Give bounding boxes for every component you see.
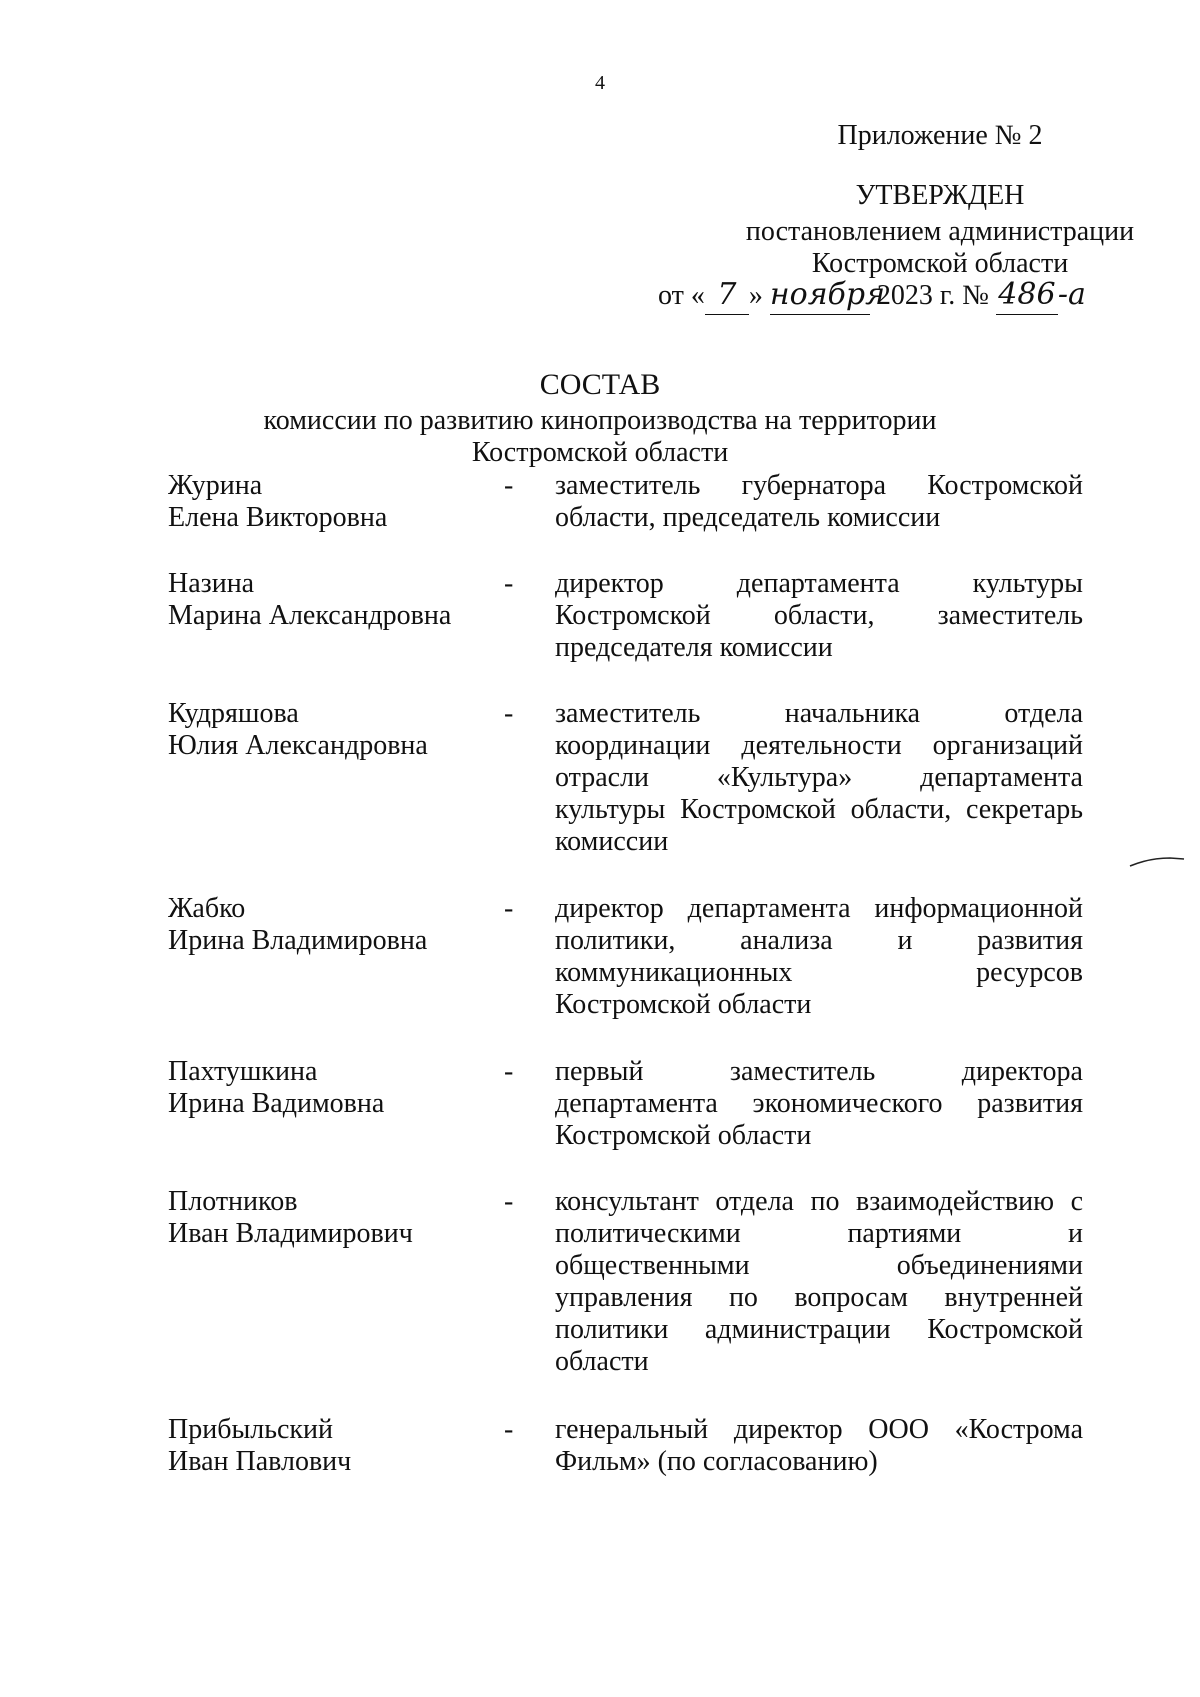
member-role	[555, 698, 1083, 858]
member-surname: Жабко	[168, 893, 246, 924]
role-line: консультант отдела по взаимодействию с	[555, 1186, 1083, 1217]
role-line: отрасли «Культура» департамента	[555, 762, 1083, 793]
role-line: области, председатель комиссии	[555, 502, 941, 533]
role-line: Фильм» (по согласованию)	[555, 1446, 878, 1477]
member-role	[555, 568, 1083, 664]
handwritten-day: 7	[705, 276, 749, 315]
member-name	[168, 568, 488, 632]
role-line: Костромской области, заместитель	[555, 600, 1083, 631]
member-dash: -	[504, 1414, 514, 1445]
member-role	[555, 1056, 1083, 1152]
document-title: СОСТАВ	[539, 368, 661, 401]
member-given-name: Марина Александровна	[168, 600, 452, 631]
role-line: генеральный директор ООО «Кострома	[555, 1414, 1083, 1445]
member-name	[168, 1056, 488, 1120]
member-given-name: Иван Павлович	[168, 1446, 352, 1477]
role-line: области	[555, 1346, 649, 1377]
role-line: Костромской области	[555, 1120, 812, 1151]
member-name	[168, 698, 488, 762]
member-surname: Пахтушкина	[168, 1056, 318, 1087]
date-year: 2023 г. №	[876, 280, 989, 311]
date-prefix: от «	[658, 280, 705, 311]
member-dash: -	[504, 470, 514, 501]
role-line: коммуникационных ресурсов	[555, 957, 1083, 988]
role-line: политики администрации Костромской	[555, 1314, 1083, 1345]
member-surname: Журина	[168, 470, 263, 501]
member-role	[555, 1186, 1083, 1378]
member-surname: Прибыльский	[168, 1414, 334, 1445]
member-role	[555, 1414, 1083, 1478]
member-name	[168, 470, 488, 534]
role-line: заместитель губернатора Костромской	[555, 470, 1083, 501]
date-quote: »	[748, 280, 763, 311]
member-given-name: Юлия Александровна	[168, 730, 428, 761]
member-dash: -	[504, 698, 514, 729]
member-role	[555, 470, 1083, 534]
appendix-label: Приложение № 2	[837, 120, 1043, 151]
role-line: директор департамента информационной	[555, 893, 1083, 924]
member-given-name: Ирина Владимировна	[168, 925, 428, 956]
role-line: политики, анализа и развития	[555, 925, 1083, 956]
member-dash: -	[504, 1186, 514, 1217]
role-line: общественными объединениями	[555, 1250, 1083, 1281]
member-surname: Плотников	[168, 1186, 298, 1217]
role-line: координации деятельности организаций	[555, 730, 1083, 761]
role-line: Костромской области	[555, 989, 812, 1020]
approved-by: постановлением администрации	[745, 216, 1135, 247]
subtitle-line: Костромской области	[471, 437, 729, 468]
role-line: комиссии	[555, 826, 669, 857]
member-given-name: Ирина Вадимовна	[168, 1088, 385, 1119]
document-subtitle	[0, 405, 1200, 469]
member-given-name: Елена Викторовна	[168, 502, 388, 533]
handwritten-number-suffix: -а	[1057, 277, 1086, 312]
role-line: управления по вопросам внутренней	[555, 1282, 1083, 1313]
role-line: культуры Костромской области, секретарь	[555, 794, 1083, 825]
member-surname: Назина	[168, 568, 255, 599]
approval-date-line	[658, 276, 1086, 315]
approval-stamp: УТВЕРЖДЕН	[855, 180, 1025, 211]
pen-stroke-mark	[1128, 852, 1188, 872]
member-dash: -	[504, 568, 514, 599]
member-name	[168, 1414, 488, 1478]
member-role	[555, 893, 1083, 1021]
page-number: 4	[595, 72, 605, 94]
role-line: департамента экономического развития	[555, 1088, 1083, 1119]
role-line: первый заместитель директора	[555, 1056, 1083, 1087]
member-name	[168, 1186, 488, 1250]
handwritten-number: 486	[996, 276, 1058, 315]
member-dash: -	[504, 893, 514, 924]
role-line: председателя комиссии	[555, 632, 833, 663]
member-dash: -	[504, 1056, 514, 1087]
role-line: заместитель начальника отдела	[555, 698, 1083, 729]
subtitle-line: комиссии по развитию кинопроизводства на территории	[263, 405, 937, 436]
handwritten-month: ноября	[770, 276, 870, 315]
member-given-name: Иван Владимирович	[168, 1218, 413, 1249]
approved-by-region: Костромской области	[811, 248, 1069, 279]
member-name	[168, 893, 488, 957]
member-surname: Кудряшова	[168, 698, 299, 729]
role-line: директор департамента культуры	[555, 568, 1083, 599]
role-line: политическими партиями и	[555, 1218, 1083, 1249]
